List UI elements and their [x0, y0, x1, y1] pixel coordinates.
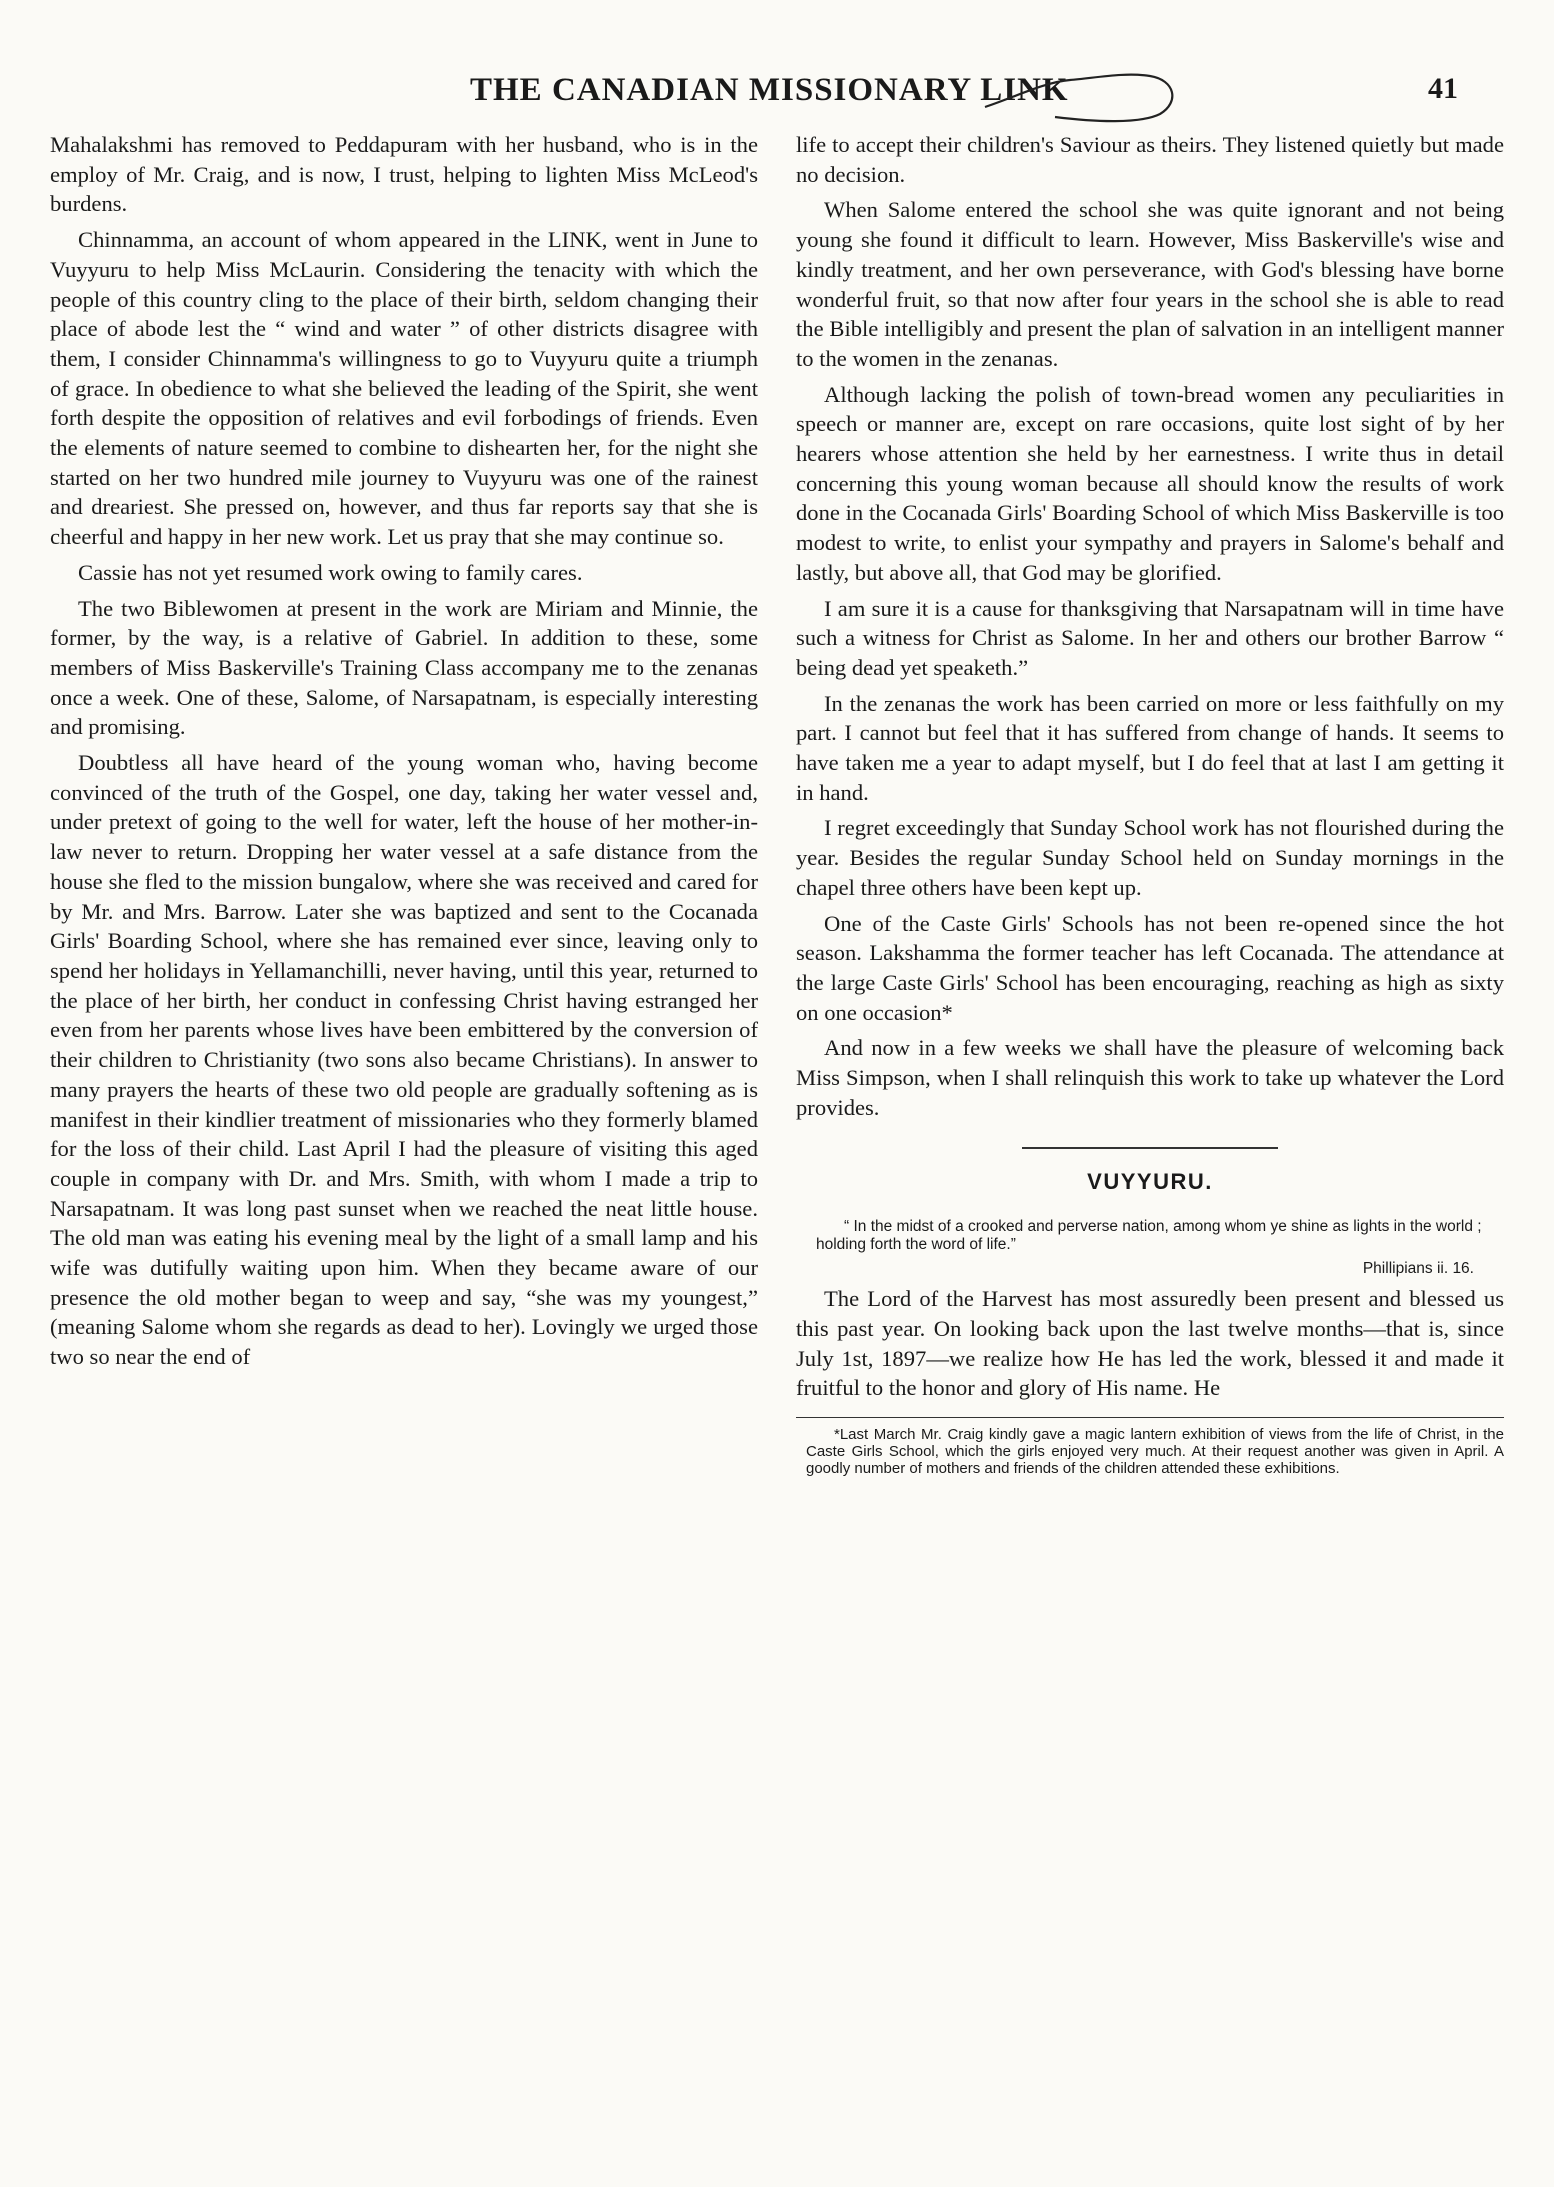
right-paragraph: Although lacking the polish of town-bread women any peculiarities in speech or manner are, except on rare occasions, quite lost sight of by her hearers whose attention she held by her earnestness. I write thus in detail concerning this young woman because all should know the results of work done in the Cocanada Girls' Boarding School of which Miss Baskerville is too modest to write, to enlist your sympathy and prayers in Salome's behalf and lastly, but above all, that God may be glorified. [796, 381, 1504, 585]
footnote-divider [796, 1417, 1504, 1418]
right-paragraph: And now in a few weeks we shall have the pleasure of welcoming back Miss Simpson, when I shall relinquish this work to take up whatever the Lord provides. [796, 1035, 1504, 1120]
left-paragraph: The two Biblewomen at present in the work are Miriam and Minnie, the former, by the way, is a relative of Gabriel. In addition to these, some members of Miss Baskerville's Training Class accompany me to the zenanas once a week. One of these, Salome, of Narsapatnam, is especially interesting and promising. [50, 595, 758, 740]
right-paragraph: In the zenanas the work has been carried on more or less faithfully on my part. I cannot but feel that it has suffered from change of hands. It seems to have taken me a year to adapt myself, but I do feel that at last I am getting it in hand. [796, 690, 1504, 805]
publication-title: THE CANADIAN MISSIONARY LINK [470, 72, 1069, 108]
section-heading: VUYYURU. [1087, 1168, 1213, 1194]
right-paragraph: I am sure it is a cause for thanksgiving that Narsapatnam will in time have such a witness for Christ as Salome. In her and others our brother Barrow “ being dead yet speaketh.” [796, 595, 1504, 680]
right-column [796, 130, 1504, 1483]
right-paragraph: I regret exceedingly that Sunday School work has not flourished during the year. Besides the regular Sunday School held on Sunday mornings in the chapel three others have been kept up. [796, 815, 1504, 900]
left-paragraph: Doubtless all have heard of the young woman who, having become convinced of the truth of the Gospel, one day, taking her water vessel and, under pretext of going to the well for water, left the house of her mother-in-law never to return. Dropping her water vessel at a safe distance from the house she fled to the mission bungalow, where she was received and cared for by Mr. and Mrs. Barrow. Later she was baptized and sent to the Cocanada Girls' Boarding School, where she has remained ever since, leaving only to spend her holidays in Yellamanchilli, never having, until this year, returned to the place of her birth, her conduct in confessing Christ having estranged her even from her parents whose lives have been embittered by the conversion of their children to Christianity (two sons also became Christians). In answer to many prayers the hearts of these two old people are gradually softening as is manifest in their kindlier treatment of missionaries who they formerly blamed for the loss of their child. Last April I had the pleasure of visiting this aged couple in company with Dr. and Mrs. Smith, with whom I made a trip to Narsapatnam. It was long past sunset when we reached the neat little house. The old man was eating his evening meal by the light of a small lamp and his wife was dutifully waiting upon him. When they became aware of our presence the old mother began to weep and say, “she was my youngest,” (meaning Salome whom she regards as dead to her). Lovingly we urged those two so near the end of [50, 750, 758, 1370]
epigraph: “ In the midst of a crooked and perverse nation, among whom ye shine as lights in the world ; holding forth the word of life.” [816, 1218, 1482, 1254]
left-paragraph: Mahalakshmi has removed to Peddapuram with her husband, who is in the employ of Mr. Craig, and is now, I trust, helping to lighten Miss McLeod's burdens. [50, 132, 758, 217]
page-number: 41 [1428, 72, 1458, 105]
section-paragraph: The Lord of the Harvest has most assuredly been present and blessed us this past year. On looking back upon the last twelve months—that is, since July 1st, 1897—we realize how He has led the work, blessed it and made it fruitful to the honor and glory of His name. He [796, 1286, 1504, 1401]
handwritten-scribble-icon [975, 62, 1195, 132]
page-header [0, 72, 1554, 122]
right-paragraph: One of the Caste Girls' Schools has not been re-opened since the hot season. Lakshamma the former teacher has left Cocanada. The attendance at the large Caste Girls' School has been encouraging, reaching as high as sixty on one occasion* [796, 910, 1504, 1025]
left-paragraph: Chinnamma, an account of whom appeared in the LINK, went in June to Vuyyuru to help Miss McLaurin. Considering the tenacity with which the people of this country cling to the place of their birth, seldom changing their place of abode lest the “ wind and water ” of other districts disagree with them, I consider Chinnamma's willingness to go to Vuyyuru quite a triumph of grace. In obedience to what she believed the leading of the Spirit, she went forth despite the opposition of relatives and evil forbodings of friends. Even the elements of nature seemed to combine to dishearten her, for the night she started on her two hundred mile journey to Vuyyuru was one of the rainest and dreariest. She pressed on, however, and thus far reports say that she is cheerful and happy in her new work. Let us pray that she may continue so. [50, 227, 758, 550]
right-paragraph: life to accept their children's Saviour as theirs. They listened quietly but made no decision. [796, 132, 1504, 187]
epigraph-source: Phillipians ii. 16. [1362, 1260, 1474, 1278]
footnote: *Last March Mr. Craig kindly gave a magic lantern exhibition of views from the life of Christ, in the Caste Girls School, which the girls enjoyed very much. At their request another was given in April. A goodly number of mothers and friends of the children attended these exhibitions. [806, 1426, 1504, 1478]
left-column [50, 130, 758, 1378]
section-divider [1022, 1147, 1278, 1149]
right-paragraph: When Salome entered the school she was quite ignorant and not being young she found it difficult to learn. However, Miss Baskerville's wise and kindly treatment, and her own perseverance, with God's blessing have borne wonderful fruit, so that now after four years in the school she is able to read the Bible intelligibly and present the plan of salvation in an intelligent manner to the women in the zenanas. [796, 197, 1504, 371]
left-paragraph: Cassie has not yet resumed work owing to family cares. [78, 559, 583, 585]
